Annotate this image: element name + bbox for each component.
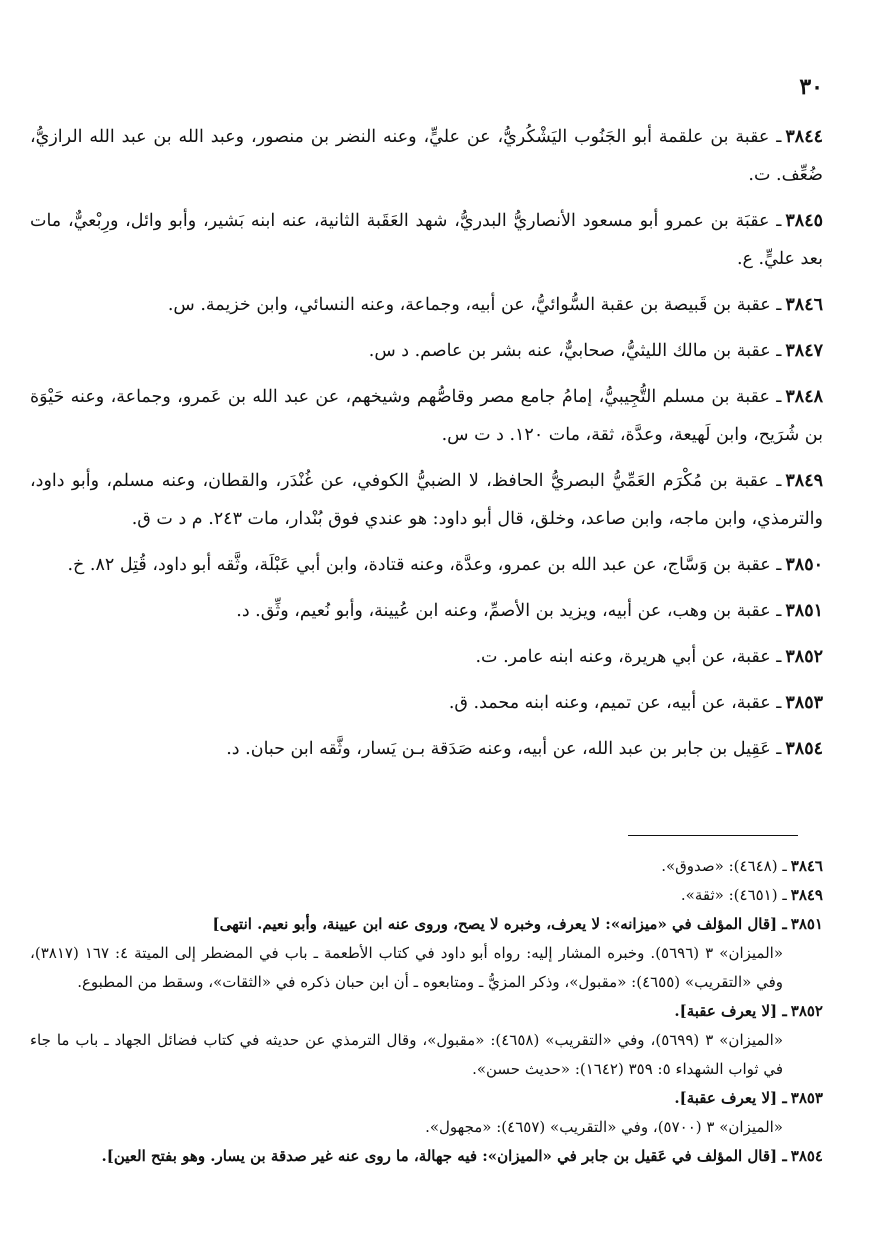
biography-entry xyxy=(30,202,823,278)
footnote-number: ٣٨٤٩ xyxy=(790,886,823,904)
footnotes xyxy=(30,852,823,1171)
biography-entry xyxy=(30,546,823,584)
entry-text: ـ عقبة بن قَبيصة بن عقبة السُّوائيُّ، عن أبيه، وجماعة، وعنه النسائي، وابن خزيمة. س. xyxy=(167,295,782,315)
footnote-author-quote: ـ [قال المؤلف في عَقيل بن جابر في «الميزان»: فيه جهالة، ما روى عنه غير صدقة بن يسار. وهو بفتح العين]. xyxy=(101,1147,787,1165)
footnote-commentary: «الميزان» ٣ (٥٧٠٠)، وفي «التقريب» (٤٦٥٧): «مجهول». xyxy=(425,1118,783,1136)
entry-number: ٣٨٥٢ xyxy=(785,647,823,667)
entry-number: ٣٨٥٠ xyxy=(785,555,823,575)
entry-number: ٣٨٤٤ xyxy=(785,127,823,147)
entry-text: ـ عقبة بن وهب، عن أبيه، ويزيد بن الأصمِّ، وعنه ابن عُيينة، وأبو نُعيم، وثِّق. د. xyxy=(236,601,782,621)
footnote-number: ٣٨٥٣ xyxy=(790,1089,823,1107)
biography-entry xyxy=(30,286,823,324)
page-number: ٣٠ xyxy=(799,74,823,100)
entry-number: ٣٨٤٩ xyxy=(785,471,823,491)
footnote-commentary: «الميزان» ٣ (٥٦٩٩)، وفي «التقريب» (٤٦٥٨): «مقبول»، وقال الترمذي عن حديثه في كتاب فضائل الجهاد ـ باب ما جاء في ثواب الشهداء ٥: ٣٥٩ (١٦٤٢): «حديث حسن». xyxy=(30,1031,783,1078)
biography-entry xyxy=(30,684,823,722)
footnote-author-quote: ـ [قال المؤلف في «ميزانه»: لا يعرف، وخبره لا يصح، وروى عنه ابن عيينة، وأبو نعيم. انتهى] xyxy=(212,915,787,933)
entry-text: ـ عقبة بن وَسَّاج، عن عبد الله بن عمرو، وعدَّة، وعنه قتادة، وابن أبي عَبْلَة، وثَّقه أبو داود، قُتِل ٨٢. خ. xyxy=(67,555,782,575)
footnote xyxy=(30,1142,823,1171)
entry-text: ـ عقبة، عن أبيه، عن تميم، وعنه ابنه محمد. ق. xyxy=(448,693,782,713)
footnote-text: ـ (٤٦٤٨): «صدوق». xyxy=(661,857,787,875)
footnote-author-quote: ـ [لا يعرف عقبة]. xyxy=(674,1002,787,1020)
entry-text: ـ عقبَة بن عمرو أبو مسعود الأنصاريُّ البدريُّ، شهد العَقَبة الثانية، عنه ابنه بَشير، وأبو وائل، ورِبْعيٌّ، مات بعد عليٍّ. ع. xyxy=(30,211,823,269)
biography-entry xyxy=(30,730,823,768)
footnote-text: ـ (٤٦٥١): «ثقة». xyxy=(680,886,787,904)
footnote xyxy=(30,910,823,997)
entry-number: ٣٨٤٥ xyxy=(785,211,823,231)
footnote-number: ٣٨٥٤ xyxy=(790,1147,823,1165)
biography-entry xyxy=(30,462,823,538)
entry-text: ـ عَقِيل بن جابر بن عبد الله، عن أبيه، وعنه صَدَقة بـن يَسار، وثَّقه ابن حبان. د. xyxy=(226,739,782,759)
entry-text: ـ عقبة، عن أبي هريرة، وعنه ابنه عامر. ت. xyxy=(475,647,782,667)
entry-text: ـ عقبة بن مسلم التُّجِيبيُّ، إمامُ جامع مصر وقاصُّهم وشيخهم، عن عبد الله بن عَمرو، وجماعة، وعنه حَيْوَة بن شُرَيح، وابن لَهيعة، وعدَّة، ثقة، مات ١٢٠. د ت س. xyxy=(30,387,823,445)
footnote-author-quote: ـ [لا يعرف عقبة]. xyxy=(674,1089,787,1107)
footnote xyxy=(30,881,823,910)
entry-text: ـ عقبة بن مالك الليثيُّ، صحابيٌّ، عنه بشر بن عاصم. د س. xyxy=(368,341,782,361)
entry-text: ـ عقبة بن مُكْرَم العَمِّيُّ البصريُّ الحافظ، لا الضبيُّ الكوفي، عن غُنْدَر، والقطان، وعنه مسلم، وأبو داود، والترمذي، وابن ماجه، وابن صاعد، وخلق، قال أبو داود: هو عندي فوق بُنْدار، مات ٢٤٣. م د ت ق. xyxy=(30,471,823,529)
biography-entry xyxy=(30,592,823,630)
entry-number: ٣٨٥٤ xyxy=(785,739,823,759)
entry-number: ٣٨٤٦ xyxy=(785,295,823,315)
entry-number: ٣٨٥١ xyxy=(785,601,823,621)
biography-entry xyxy=(30,118,823,194)
entry-number: ٣٨٤٧ xyxy=(785,341,823,361)
entry-number: ٣٨٥٣ xyxy=(785,693,823,713)
footnote xyxy=(30,852,823,881)
footnote-commentary: «الميزان» ٣ (٥٦٩٦). وخبره المشار إليه: رواه أبو داود في كتاب الأطعمة ـ باب في المضطر إلى الميتة ٤: ١٦٧ (٣٨١٧)، وفي «التقريب» (٤٦٥٥): «مقبول»، وذكر المزيُّ ـ ومتابعوه ـ أن ابن حبان ذكره في «الثقات»، وسقط من المطبوع. xyxy=(30,944,784,991)
biography-entry xyxy=(30,332,823,370)
footnote-number: ٣٨٥١ xyxy=(790,915,823,933)
biography-entries xyxy=(30,118,823,776)
entry-text: ـ عقبة بن علقمة أبو الجَنُوب اليَشْكُريُّ، عن عليٍّ، وعنه النضر بن منصور، وعبد الله بن عبد الله الرازيُّ، ضُعِّف. ت. xyxy=(30,127,823,185)
entry-number: ٣٨٤٨ xyxy=(785,387,823,407)
biography-entry xyxy=(30,378,823,454)
footnote-number: ٣٨٥٢ xyxy=(790,1002,823,1020)
footnote xyxy=(30,1084,823,1142)
footnote xyxy=(30,997,823,1084)
footnote-number: ٣٨٤٦ xyxy=(790,857,823,875)
footnote-separator xyxy=(628,835,798,836)
biography-entry xyxy=(30,638,823,676)
